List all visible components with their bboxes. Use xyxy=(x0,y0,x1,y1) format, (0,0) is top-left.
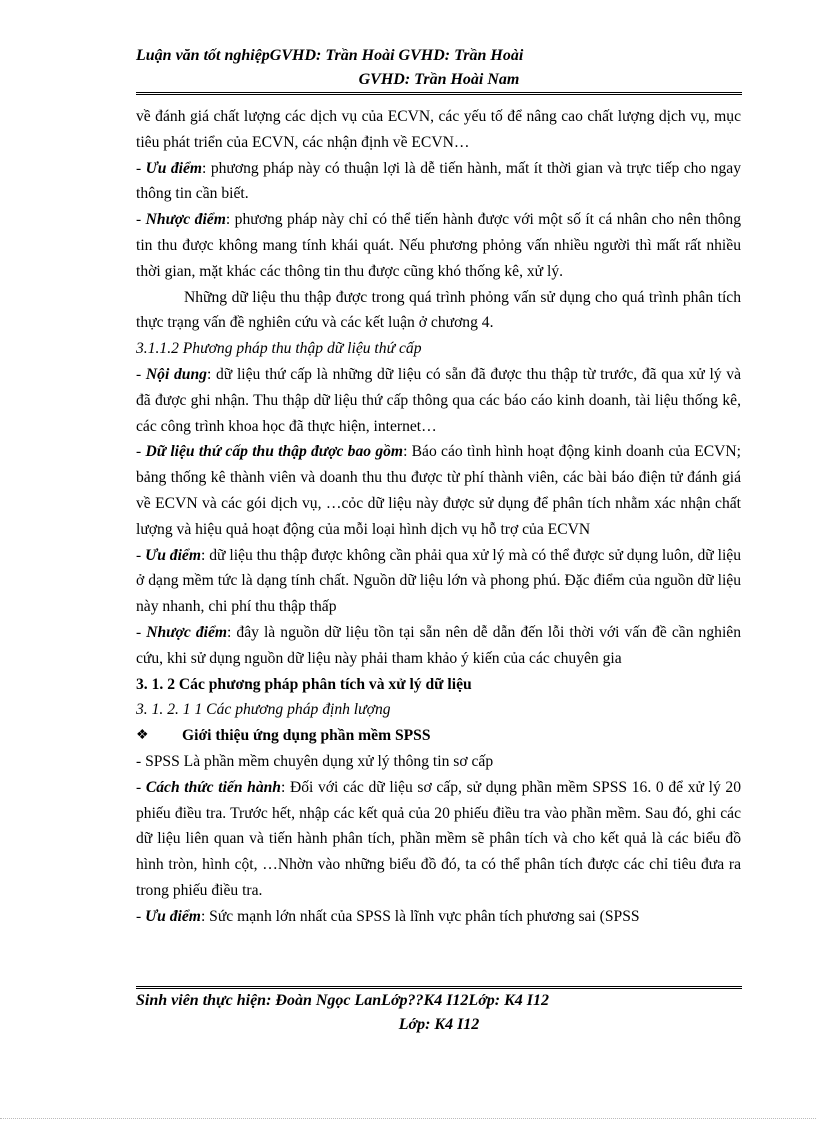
label: Nội dung xyxy=(145,365,207,383)
diamond-bullet-icon: ❖ xyxy=(136,728,149,744)
page-footer xyxy=(136,986,742,1037)
label: Nhược điểm xyxy=(145,211,226,229)
section-heading: 3.1.1.2 Phương pháp thu thập dữ liệu thứ cấp xyxy=(136,340,422,358)
header-title: Luận văn tốt nghiệpGVHD: Trần Hoài GVHD: Trần Hoài xyxy=(136,47,524,64)
footer-class: Lớp: K4 I12 xyxy=(398,1016,480,1033)
paragraph: về đánh giá chất lượng các dịch vụ của ECVN, các yếu tố để nâng cao chất lượng dịch vụ, mục tiêu phát triển của ECVN, các nhận định về ECVN… xyxy=(136,108,741,151)
paragraph-advantage: - Ưu điểm: phương pháp này có thuận lợi là dễ tiến hành, mất ít thời gian và trực tiếp cho ngay thông tin cần biết. xyxy=(136,159,741,203)
paragraph: - SPSS Là phần mềm chuyên dụng xử lý thông tin sơ cấp xyxy=(136,752,494,770)
subsection-heading: 3. 1. 2. 1 1 Các phương pháp định lượng xyxy=(136,701,391,719)
paragraph-disadvantage: - Nhược điểm: đây là nguồn dữ liệu tồn tại sẵn nên dễ dẫn đến lỗi thời với vấn đề cần nghiên cứu, khi sử dụng nguồn dữ liệu này phải tham khảo ý kiến của các chuyên gia xyxy=(136,623,741,667)
bullet-text: Giới thiệu ứng dụng phần mềm SPSS xyxy=(182,727,431,745)
footer-student: Sinh viên thực hiện: Đoàn Ngọc LanLớp??K4 I12Lớp: K4 I12 xyxy=(136,992,550,1009)
page-header xyxy=(136,44,742,95)
document-body xyxy=(136,104,741,930)
paragraph-content: - Nội dung: dữ liệu thứ cấp là những dữ liệu có sẵn đã được thu thập từ trước, đã qua xử lý và đã được ghi nhận. Thu thập dữ liệu thứ cấp thông qua các báo cáo kinh doanh, tài liệu thống kê, các công trình khoa học đã thực hiện, internet… xyxy=(136,365,742,435)
label: Ưu điểm xyxy=(145,907,201,925)
label: Cách thức tiến hành xyxy=(145,778,281,796)
label: Ưu điểm xyxy=(145,546,201,564)
paragraph-method: - Cách thức tiến hành: Đối với các dữ liệu sơ cấp, sử dụng phần mềm SPSS 16. 0 để xử lý 20 phiếu điều tra. Trước hết, nhập các kết quả của 20 phiếu điều tra vào phần mềm. Sau đó, ghi các dữ liệu liên quan và tiến hành phân tích, phần mềm sẽ phân tích và cho kết quả là các biểu đồ hình tròn, hình cột, …Nhờn vào những biểu đồ đó, ta có thể phân tích được các chỉ tiêu đưa ra trong phiếu điều tra. xyxy=(136,778,741,899)
paragraph-disadvantage: - Nhược điểm: phương pháp này chỉ có thể tiến hành được với một số ít cá nhân cho nên thông tin thu được không mang tính khái quát. Nếu phương phỏng vấn nhiều người thì mất rất nhiều thời gian, mặt khác các thông tin thu được cũng khó thống kê, xử lý. xyxy=(136,211,742,280)
paragraph: Những dữ liệu thu thập được trong quá trình phỏng vấn sử dụng cho quá trình phân tích thực trạng vấn đề nghiên cứu và các kết luận ở chương 4. xyxy=(136,288,741,332)
label: Ưu điểm xyxy=(145,159,203,177)
section-heading: 3. 1. 2 Các phương pháp phân tích và xử lý dữ liệu xyxy=(136,675,472,693)
label: Dữ liệu thứ cấp thu thập được bao gồm xyxy=(145,443,404,461)
page-edge-divider xyxy=(0,1118,816,1119)
bullet-item xyxy=(136,723,741,749)
header-rule xyxy=(136,92,742,95)
label: Nhược điểm xyxy=(146,623,228,641)
header-advisor: GVHD: Trần Hoài Nam xyxy=(358,71,520,88)
paragraph-advantage: - Ưu điểm: dữ liệu thu thập được không cần phải qua xử lý mà có thể được sử dụng luôn, dữ liệu ở dạng mềm tức là dạng tính chất. Nguồn dữ liệu lớn và phong phú. Đặc điểm của nguồn dữ liệu này nhanh, chi phí thu thập thấp xyxy=(136,546,741,616)
paragraph-advantage: - Ưu điểm: Sức mạnh lớn nhất của SPSS là lĩnh vực phân tích phương sai (SPSS xyxy=(136,907,640,925)
paragraph-secondary-data: - Dữ liệu thứ cấp thu thập được bao gồm: Báo cáo tình hình hoạt động kinh doanh của ECVN; bảng thống kê thành viên và doanh thu thu được từ phí thành viên, các bài báo điện tử đánh giá về ECVN và các gói dịch vụ, …cỏc dữ liệu này được sử dụng để phân tích nhằm xác nhận chất lượng và hiệu quả hoạt động của mỗi loại hình dịch vụ hỗ trợ của ECVN xyxy=(136,443,741,538)
